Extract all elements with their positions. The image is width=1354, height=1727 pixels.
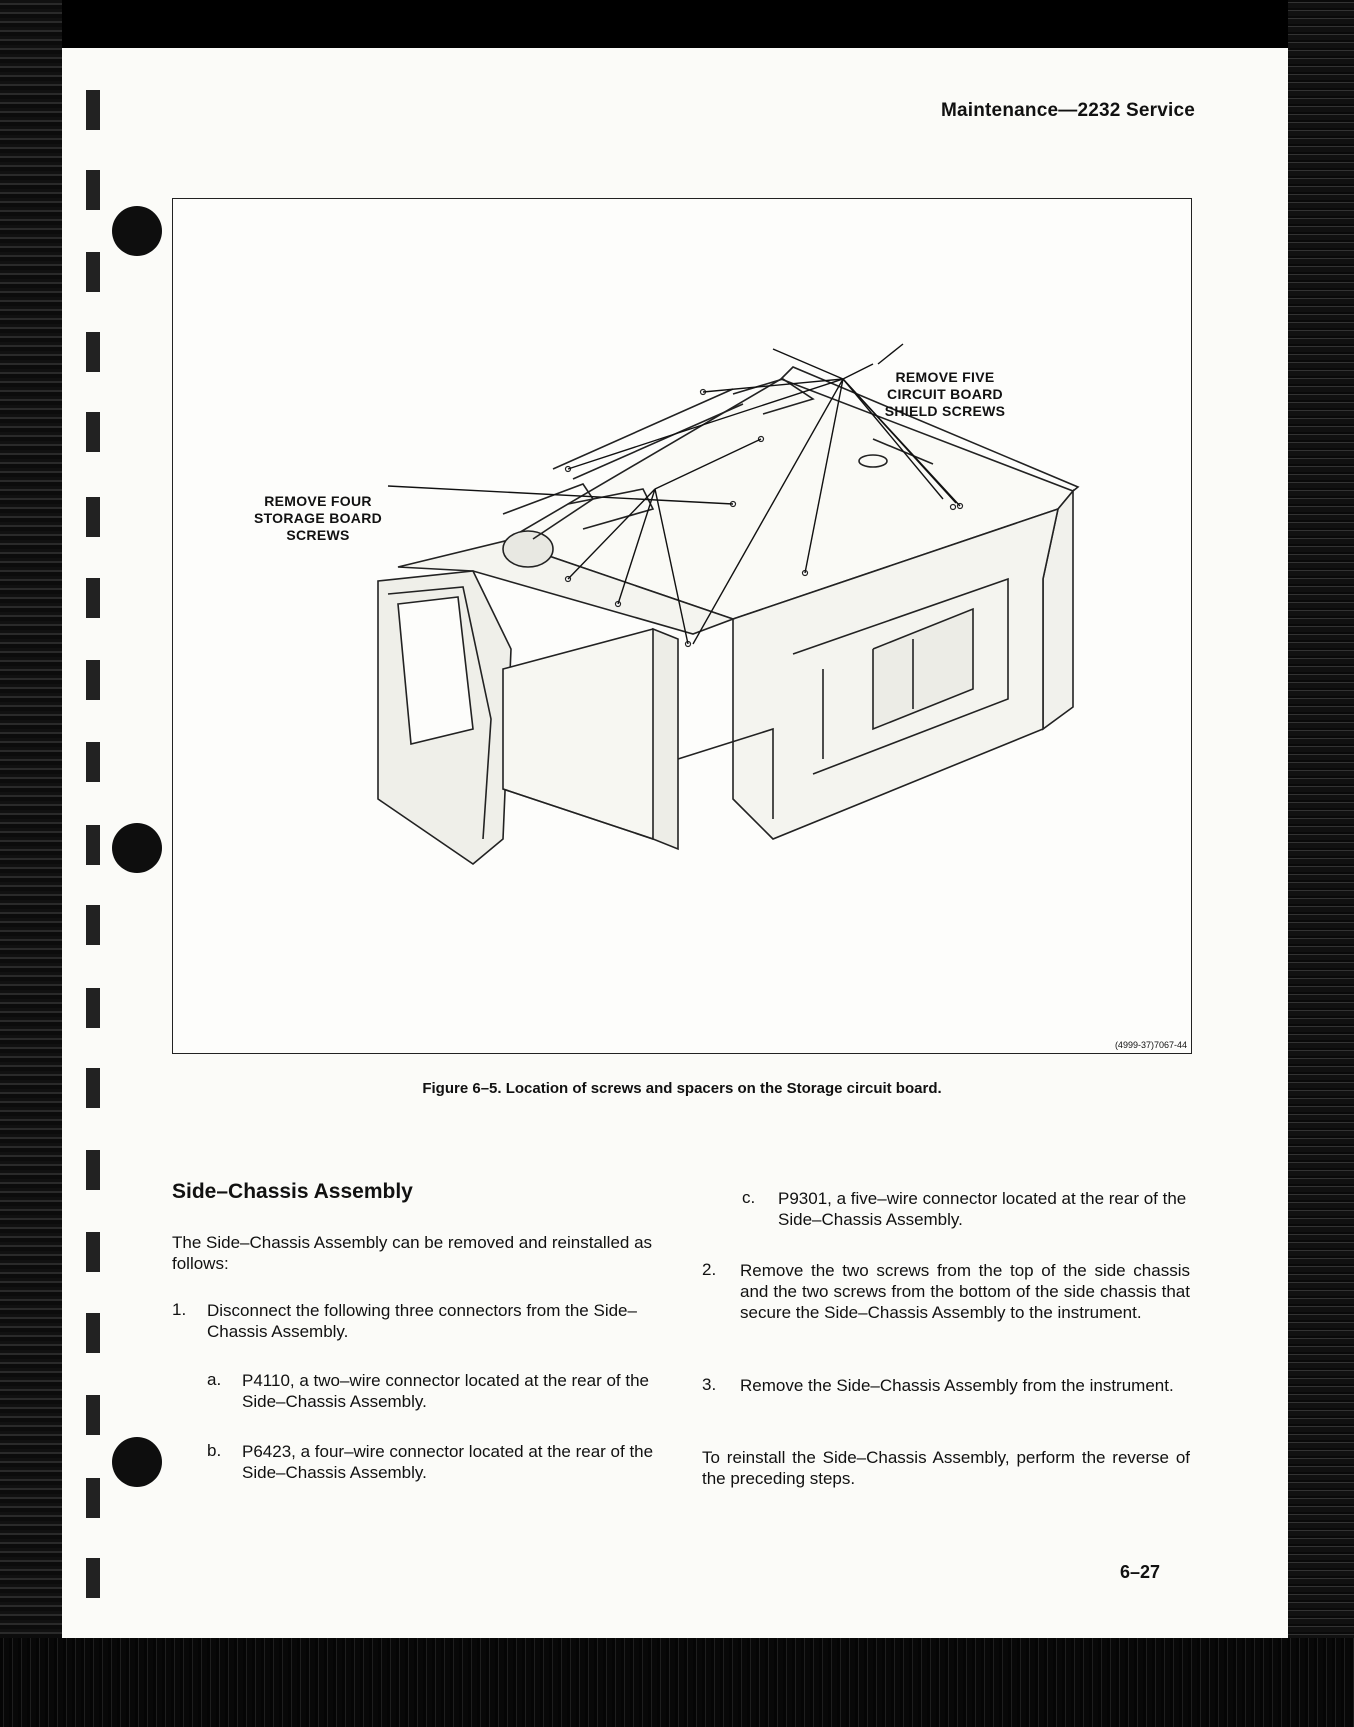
step-2-number: 2. xyxy=(702,1260,717,1279)
binder-tab xyxy=(86,660,100,700)
binder-tab xyxy=(86,1313,100,1353)
binder-tab xyxy=(86,252,100,292)
step-a-marker: a. xyxy=(207,1370,222,1389)
binder-tab xyxy=(86,1232,100,1272)
binder-tab xyxy=(86,90,100,130)
step-3-number: 3. xyxy=(702,1375,717,1394)
step-b-marker: b. xyxy=(207,1441,222,1460)
chassis-illustration xyxy=(173,199,1193,1055)
scan-border-right xyxy=(1288,0,1354,1727)
binder-tab xyxy=(86,1478,100,1518)
label-storage-screws: REMOVE FOUR STORAGE BOARD SCREWS xyxy=(253,493,383,543)
binder-tab xyxy=(86,825,100,865)
punch-hole xyxy=(112,823,162,873)
binder-tab xyxy=(86,332,100,372)
step-c-marker: c. xyxy=(742,1188,756,1207)
intro-paragraph: The Side–Chassis Assembly can be removed and reinstalled as follows: xyxy=(172,1233,653,1273)
binder-tab xyxy=(86,988,100,1028)
binder-tab xyxy=(86,578,100,618)
step-a-text: P4110, a two–wire connector located at the rear of the Side–Chassis Assembly. xyxy=(242,1371,649,1411)
section-title: Side–Chassis Assembly xyxy=(172,1180,413,1203)
step-1-number: 1. xyxy=(172,1300,187,1319)
binder-tab xyxy=(86,1558,100,1598)
step-3-text: Remove the Side–Chassis Assembly from the instrument. xyxy=(740,1376,1174,1395)
binder-tab xyxy=(86,497,100,537)
figure-code: (4999-37)7067-44 xyxy=(1114,1040,1187,1050)
label-shield-screws: REMOVE FIVE CIRCUIT BOARD SHIELD SCREWS xyxy=(884,369,1006,419)
punch-hole xyxy=(112,206,162,256)
punch-hole xyxy=(112,1437,162,1487)
step-1-text: Disconnect the following three connectors from the Side–Chassis Assembly. xyxy=(207,1301,637,1341)
step-c-text: P9301, a five–wire connector located at the rear of the Side–Chassis Assembly. xyxy=(778,1189,1187,1229)
figure-frame xyxy=(172,198,1192,1054)
step-b-text: P6423, a four–wire connector located at the rear of the Side–Chassis Assembly. xyxy=(242,1442,654,1482)
scan-border-left xyxy=(0,0,62,1727)
binder-tab xyxy=(86,742,100,782)
binder-tab xyxy=(86,412,100,452)
binder-tab xyxy=(86,905,100,945)
binder-tab xyxy=(86,1395,100,1435)
running-header: Maintenance—2232 Service xyxy=(940,100,1195,121)
page-number: 6–27 xyxy=(1120,1562,1161,1582)
binder-tab xyxy=(86,1150,100,1190)
step-2-text: Remove the two screws from the top of the side chassis and the two screws from the bottom of the side chassis that secure the Side–Chassis Assembly to the instrument. xyxy=(740,1261,1190,1322)
binder-tab xyxy=(86,170,100,210)
closing-paragraph: To reinstall the Side–Chassis Assembly, perform the reverse of the preceding steps. xyxy=(702,1448,1190,1488)
binder-tab xyxy=(86,1068,100,1108)
figure-caption: Figure 6–5. Location of screws and spacers on the Storage circuit board. xyxy=(422,1080,942,1097)
scan-border-bottom xyxy=(0,1638,1354,1727)
